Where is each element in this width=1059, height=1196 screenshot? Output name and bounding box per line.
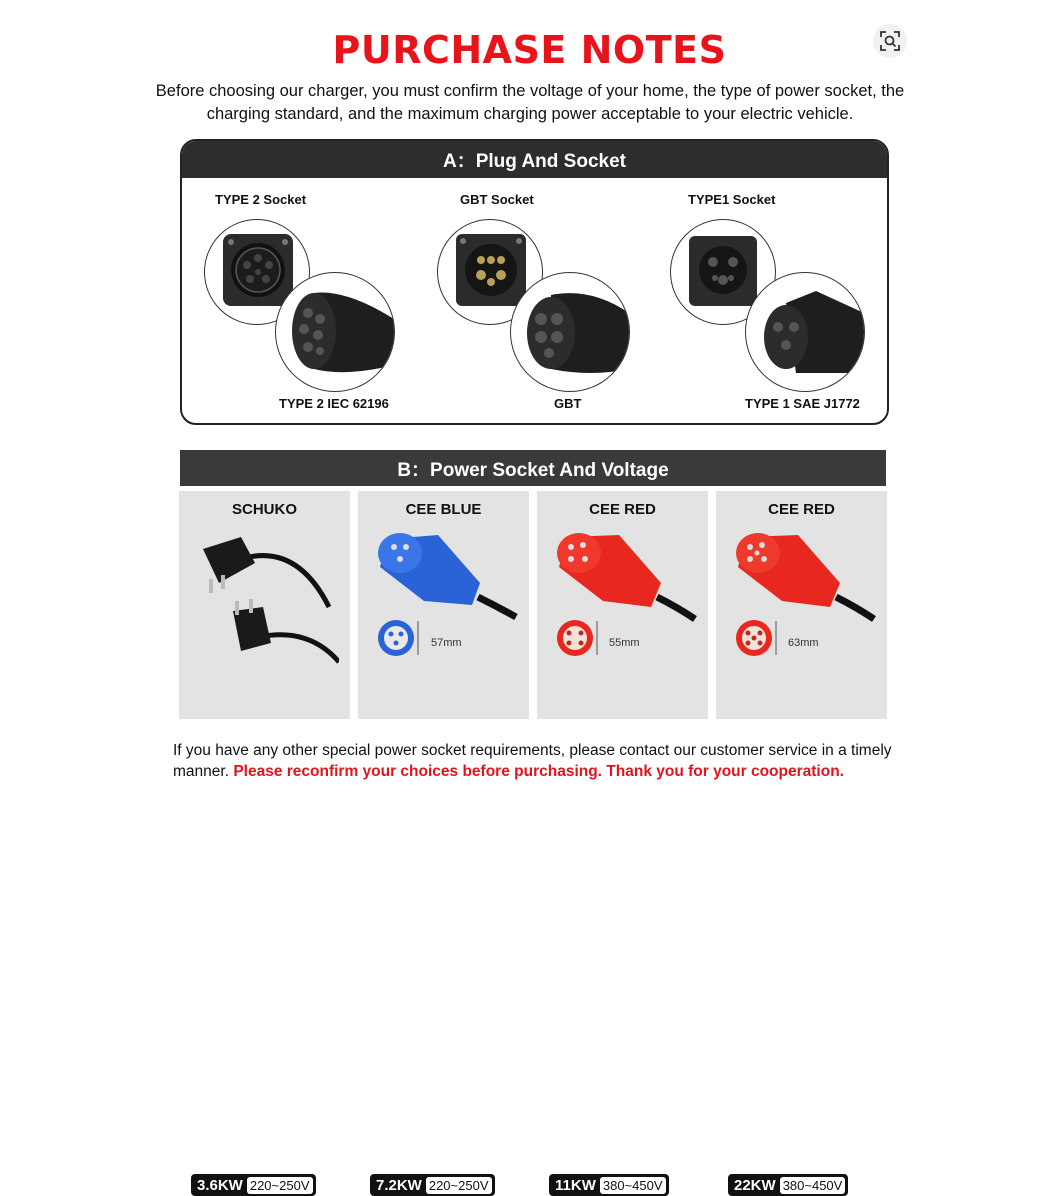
type1-socket-label: TYPE1 Socket (688, 192, 776, 207)
footer-note (173, 740, 893, 782)
section-a-header: A：Plug And Socket (182, 141, 887, 178)
panel-title: CEE BLUE (405, 501, 482, 518)
type2-socket-label: TYPE 2 Socket (215, 192, 307, 207)
panel-title: CEE RED (589, 501, 656, 518)
size-label: 63mm (788, 637, 819, 649)
size-label: 55mm (609, 637, 640, 649)
plug-socket-section (180, 139, 889, 425)
power-badge (728, 1174, 848, 1196)
type2-plug-label: TYPE 2 IEC 62196 (279, 396, 389, 411)
visual-search-icon[interactable] (873, 24, 907, 58)
voltage-value: 380~450V (780, 1177, 846, 1194)
size-label: 57mm (431, 637, 462, 649)
schuko-plug-image (189, 527, 339, 667)
panel-title: SCHUKO (231, 501, 297, 518)
footer-highlight: Please reconfirm your choices before purchasing. Thank you for your cooperation. (233, 763, 844, 780)
gbt-plug-image (510, 272, 630, 392)
power-badge (370, 1174, 495, 1196)
type1-plug-image (745, 272, 865, 392)
panel-cee-red-11kw (537, 491, 708, 1194)
gbt-plug-label: GBT (554, 396, 582, 411)
section-b-header: B：Power Socket And Voltage (180, 450, 886, 486)
power-value: 22KW (734, 1176, 776, 1194)
panel-cee-red-22kw (716, 491, 887, 1194)
power-value: 7.2KW (376, 1176, 422, 1194)
footer-text: If you have any other special power socket requirements, please contact our customer service in a timely manner. (173, 742, 892, 780)
power-value: 11KW (555, 1176, 596, 1194)
voltage-value: 380~450V (600, 1177, 666, 1194)
panel-title: CEE RED (768, 501, 835, 518)
panel-schuko (179, 491, 350, 1194)
type1-plug-label: TYPE 1 SAE J1772 (745, 396, 860, 411)
intro-text: Before choosing our charger, you must confirm the voltage of your home, the type of power socket, the charging standard, and the maximum charging power acceptable to your electric vehicle. (155, 82, 905, 123)
gbt-socket-label: GBT Socket (460, 192, 534, 207)
type2-plug-image (275, 272, 395, 392)
voltage-value: 220~250V (426, 1177, 492, 1194)
power-badge (191, 1174, 316, 1196)
panel-cee-blue (358, 491, 529, 1194)
voltage-value: 220~250V (247, 1177, 313, 1194)
page-title: PURCHASE NOTES (332, 28, 727, 72)
power-badge (549, 1174, 669, 1196)
power-value: 3.6KW (197, 1176, 243, 1194)
